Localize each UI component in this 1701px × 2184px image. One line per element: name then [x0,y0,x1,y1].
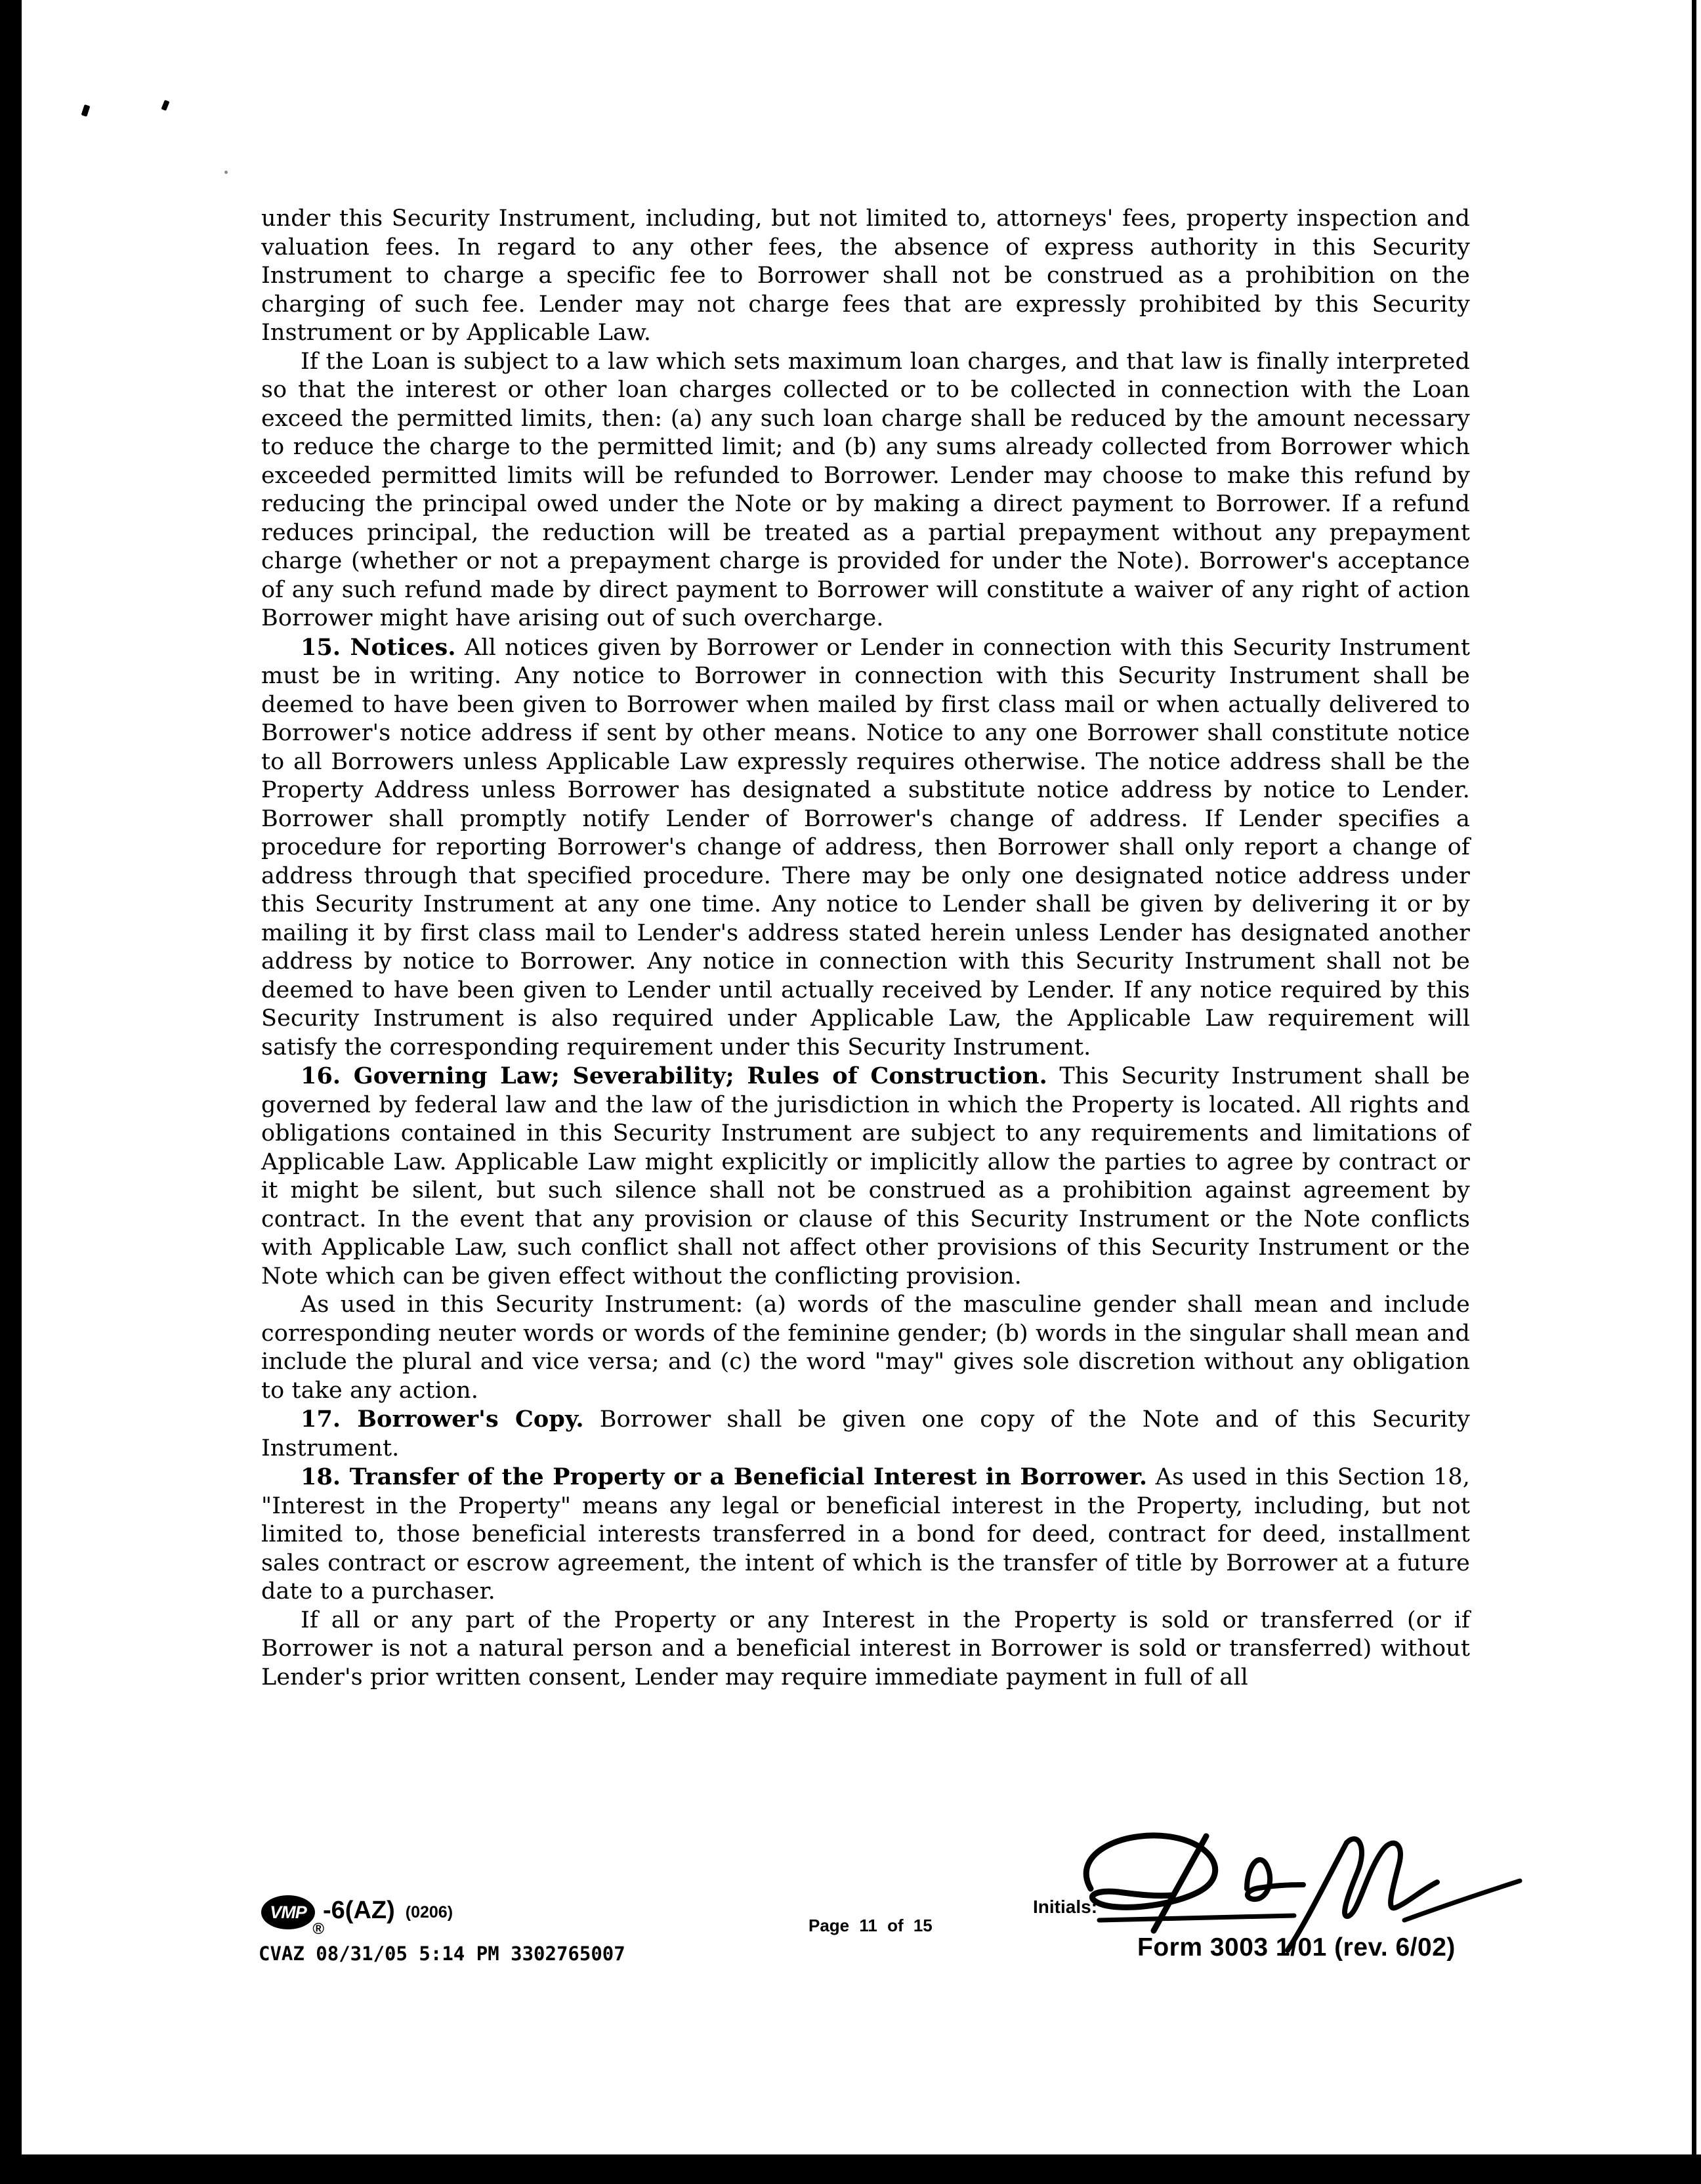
doc-stamp: CVAZ 08/31/05 5:14 PM 3302765007 [259,1942,625,1965]
paragraph: As used in this Security Instrument: (a) words of the masculine gender shall mean and include corresponding neuter words or words of the feminine gender; (b) words in the singular shall mean and include the plural and vice versa; and (c) the word "may" gives sole discretion without any obligation to take any action. [261,1292,1470,1404]
scan-edge-bottom [0,2154,1701,2184]
paragraph: 17. Borrower's Copy. Borrower shall be given one copy of the Note and of this Security Instrument. [261,1406,1470,1461]
section-heading: 17. Borrower's Copy. [301,1406,584,1433]
initials-label: Initials: [1033,1897,1098,1917]
paragraph: 15. Notices. All notices given by Borrower or Lender in connection with this Security Instrument must be in writing. Any notice to Borrower in connection with this Security Instrument shall be deemed to have been given to Borrower when mailed by first class mail or when actually delivered to Borrower's notice address if sent by other means. Notice to any one Borrower shall constitute notice to all Borrowers unless Applicable Law expressly requires otherwise. The notice address shall be the Property Address unless Borrower has designated a substitute notice address by notice to Lender. Borrower shall promptly notify Lender of Borrower's change of address. If Lender specifies a procedure for reporting Borrower's change of address, then Borrower shall only report a change of address through that specified procedure. There may be only one designated notice address under this Security Instrument at any one time. Any notice to Lender shall be given by delivering it or by mailing it by first class mail to Lender's address stated herein unless Lender has designated another address by notice to Borrower. Any notice in connection with this Security Instrument shall not be deemed to have been given to Lender until actually received by Lender. If any notice required by this Security Instrument is also required under Applicable Law, the Applicable Law requirement will satisfy the corresponding requirement under this Security Instrument. [261,633,1471,1060]
form-code-revision: (0206) [405,1903,453,1922]
scan-edge-left [0,0,22,2184]
footer-form-code-group [261,1895,453,1938]
form-number: Form 3003 1/01 (rev. 6/02) [1137,1933,1456,1962]
scan-speck [161,100,169,111]
paragraph: If all or any part of the Property or any Interest in the Property is sold or transferred (or if Borrower is not a natural person and a beneficial interest in Borrower is sold or transferred) without Lender's prior written consent, Lender may require immediate payment in full of all [261,1606,1470,1690]
page-indicator: Page 11 of 15 [808,1916,933,1935]
paragraph: 18. Transfer of the Property or a Beneficial Interest in Borrower. As used in this Section 18, "Interest in the Property" means any legal or beneficial interest in the Property, including, but not limited to, those beneficial interests transferred in a bond for deed, contract for deed, installment sales contract or escrow agreement, the intent of which is the transfer of title by Borrower at a future date to a purchaser. [261,1463,1470,1605]
scan-speck [81,104,91,117]
form-code: -6(AZ) [323,1897,395,1924]
vmp-logo [261,1895,324,1938]
vmp-logo-text: VMP [270,1902,306,1922]
paragraph: under this Security Instrument, including, but not limited to, attorneys' fees, property inspection and valuation fees. In regard to any other fees, the absence of express authority in this Security Instrument to charge a specific fee to Borrower shall not be construed as a prohibition on the charging of such fee. Lender may not charge fees that are expressly prohibited by this Security Instrument or by Applicable Law. [261,205,1470,346]
scan-edge-right [1692,0,1696,2159]
scan-speck [224,171,228,174]
paragraph: 16. Governing Law; Severability; Rules of Construction. This Security Instrument shall be governed by federal law and the law of the jurisdiction in which the Property is located. All rights and obligations contained in this Security Instrument are subject to any requirements and limitations of Applicable Law. Applicable Law might explicitly or implicitly allow the parties to agree by contract or it might be silent, but such silence shall not be construed as a prohibition against agreement by contract. In the event that any provision or clause of this Security Instrument or the Note conflicts with Applicable Law, such conflict shall not affect other provisions of this Security Instrument or the Note which can be given effect without the conflicting provision. [261,1062,1470,1290]
paragraph: If the Loan is subject to a law which sets maximum loan charges, and that law is finally interpreted so that the interest or other loan charges collected or to be collected in connection with the Loan exceed the permitted limits, then: (a) any such loan charge shall be reduced by the amount necessary to reduce the charge to the permitted limit; and (b) any sums already collected from Borrower which exceeded permitted limits will be refunded to Borrower. Lender may choose to make this refund by reducing the principal owed under the Note or by making a direct payment to Borrower. If a refund reduces principal, the reduction will be treated as a partial prepayment without any prepayment charge (whether or not a prepayment charge is provided for under the Note). Borrower's acceptance of any such refund made by direct payment to Borrower will constitute a waiver of any right of action Borrower might have arising out of such overcharge. [261,348,1470,631]
section-heading: 15. Notices. [301,633,456,661]
section-heading: 16. Governing Law; Severability; Rules of Construction. [301,1062,1047,1089]
registered-trademark-icon: ® [312,1920,324,1938]
document-body [261,205,1470,1692]
section-heading: 18. Transfer of the Property or a Beneficial Interest in Borrower. [301,1463,1148,1490]
